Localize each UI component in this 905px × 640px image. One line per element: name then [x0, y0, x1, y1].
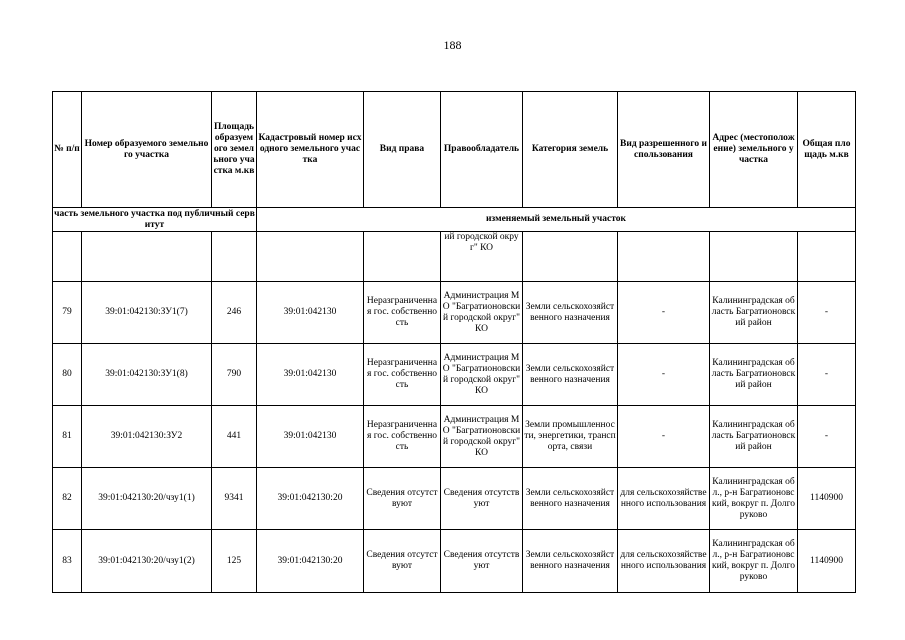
permitted-use-cell: для сельскохозяйственного использования	[618, 468, 710, 530]
right-type-cell: Неразграниченная гос. собственность	[364, 282, 441, 344]
plot-number-cell: 39:01:042130:ЗУ1(8)	[82, 344, 212, 406]
cadastral-number-cell: 39:01:042130:20	[257, 468, 364, 530]
table-cell	[212, 232, 257, 282]
right-type-cell: Неразграниченная гос. собственность	[364, 406, 441, 468]
land-category-cell: Земли сельскохозяйственного назначения	[523, 468, 618, 530]
plot-number-cell: 39:01:042130:20/чзу1(1)	[82, 468, 212, 530]
header-row	[53, 92, 856, 208]
address-cell: Калининградская область Багратионовский район	[710, 282, 798, 344]
total-area-cell: -	[798, 406, 856, 468]
row-number-cell: 83	[53, 530, 82, 593]
permitted-use-cell: -	[618, 344, 710, 406]
area-cell: 9341	[212, 468, 257, 530]
header-cell: Вид разрешенного использования	[618, 92, 710, 208]
header-cell: Общая площадь м.кв	[798, 92, 856, 208]
plot-number-cell: 39:01:042130:ЗУ1(7)	[82, 282, 212, 344]
land-category-cell: Земли промышленности, энергетики, транспорта, связи	[523, 406, 618, 468]
section-label-servitude: часть земельного участка под публичный сервитут	[54, 208, 255, 230]
total-area-cell: 1140900	[798, 468, 856, 530]
owner-cell: Администрация МО "Багратионовский городской округ" КО	[441, 282, 523, 344]
header-cell: Номер образуемого земельного участка	[82, 92, 212, 208]
total-area-cell: -	[798, 282, 856, 344]
row-number-cell: 82	[53, 468, 82, 530]
section-label-changed-plot: изменяемый земельный участок	[257, 208, 856, 232]
table-row	[53, 282, 856, 344]
permitted-use-cell: -	[618, 406, 710, 468]
land-category-cell: Земли сельскохозяйственного назначения	[523, 344, 618, 406]
address-cell: Калининградская область Багратионовский район	[710, 406, 798, 468]
cadastral-number-cell: 39:01:042130	[257, 344, 364, 406]
table-row	[53, 530, 856, 593]
page-number: 188	[443, 38, 462, 52]
cadastral-number-cell: 39:01:042130:20	[257, 530, 364, 593]
row-number-cell: 81	[53, 406, 82, 468]
row-number-cell: 80	[53, 344, 82, 406]
table-row	[53, 468, 856, 530]
section-row	[53, 208, 856, 232]
header-cell: Категория земель	[523, 92, 618, 208]
owner-cell: Администрация МО "Багратионовский городской округ" КО	[441, 406, 523, 468]
table-cell	[364, 232, 441, 282]
cadastral-number-cell: 39:01:042130	[257, 282, 364, 344]
area-cell: 790	[212, 344, 257, 406]
area-cell: 441	[212, 406, 257, 468]
header-cell: Адрес (местоположение) земельного участка	[710, 92, 798, 208]
table-cell	[53, 232, 82, 282]
plot-number-cell: 39:01:042130:20/чзу1(2)	[82, 530, 212, 593]
total-area-cell: -	[798, 344, 856, 406]
header-cell: Правообладатель	[441, 92, 523, 208]
table-cell	[710, 232, 798, 282]
land-category-cell: Земли сельскохозяйственного назначения	[523, 530, 618, 593]
right-type-cell: Неразграниченная гос. собственность	[364, 344, 441, 406]
right-type-cell: Сведения отсутствуют	[364, 530, 441, 593]
land-register-table	[52, 91, 856, 593]
area-cell: 125	[212, 530, 257, 593]
header-cell: Кадастровый номер исходного земельного участка	[257, 92, 364, 208]
total-area-cell: 1140900	[798, 530, 856, 593]
owner-cell: Сведения отсутствуют	[441, 468, 523, 530]
row-number-cell: 79	[53, 282, 82, 344]
header-cell: Площадь образуемого земельного участка м.кв	[212, 92, 257, 208]
table-cell	[82, 232, 212, 282]
table-cell: ий городской округ" КО	[441, 232, 523, 282]
continuation-row	[53, 232, 856, 282]
owner-cell: Администрация МО "Багратионовский городской округ" КО	[441, 344, 523, 406]
header-cell: Вид права	[364, 92, 441, 208]
table-cell	[523, 232, 618, 282]
plot-number-cell: 39:01:042130:ЗУ2	[82, 406, 212, 468]
permitted-use-cell: для сельскохозяйственного использования	[618, 530, 710, 593]
table-cell	[798, 232, 856, 282]
cadastral-number-cell: 39:01:042130	[257, 406, 364, 468]
address-cell: Калининградская обл., р-н Багратионовский, вокруг п. Долгоруково	[710, 468, 798, 530]
table-cell	[618, 232, 710, 282]
right-type-cell: Сведения отсутствуют	[364, 468, 441, 530]
table-row	[53, 344, 856, 406]
address-cell: Калининградская область Багратионовский район	[710, 344, 798, 406]
table-row	[53, 406, 856, 468]
owner-cell: Сведения отсутствуют	[441, 530, 523, 593]
area-cell: 246	[212, 282, 257, 344]
land-category-cell: Земли сельскохозяйственного назначения	[523, 282, 618, 344]
permitted-use-cell: -	[618, 282, 710, 344]
address-cell: Калининградская обл., р-н Багратионовский, вокруг п. Долгоруково	[710, 530, 798, 593]
header-cell: № п/п	[53, 92, 82, 208]
table-cell	[257, 232, 364, 282]
